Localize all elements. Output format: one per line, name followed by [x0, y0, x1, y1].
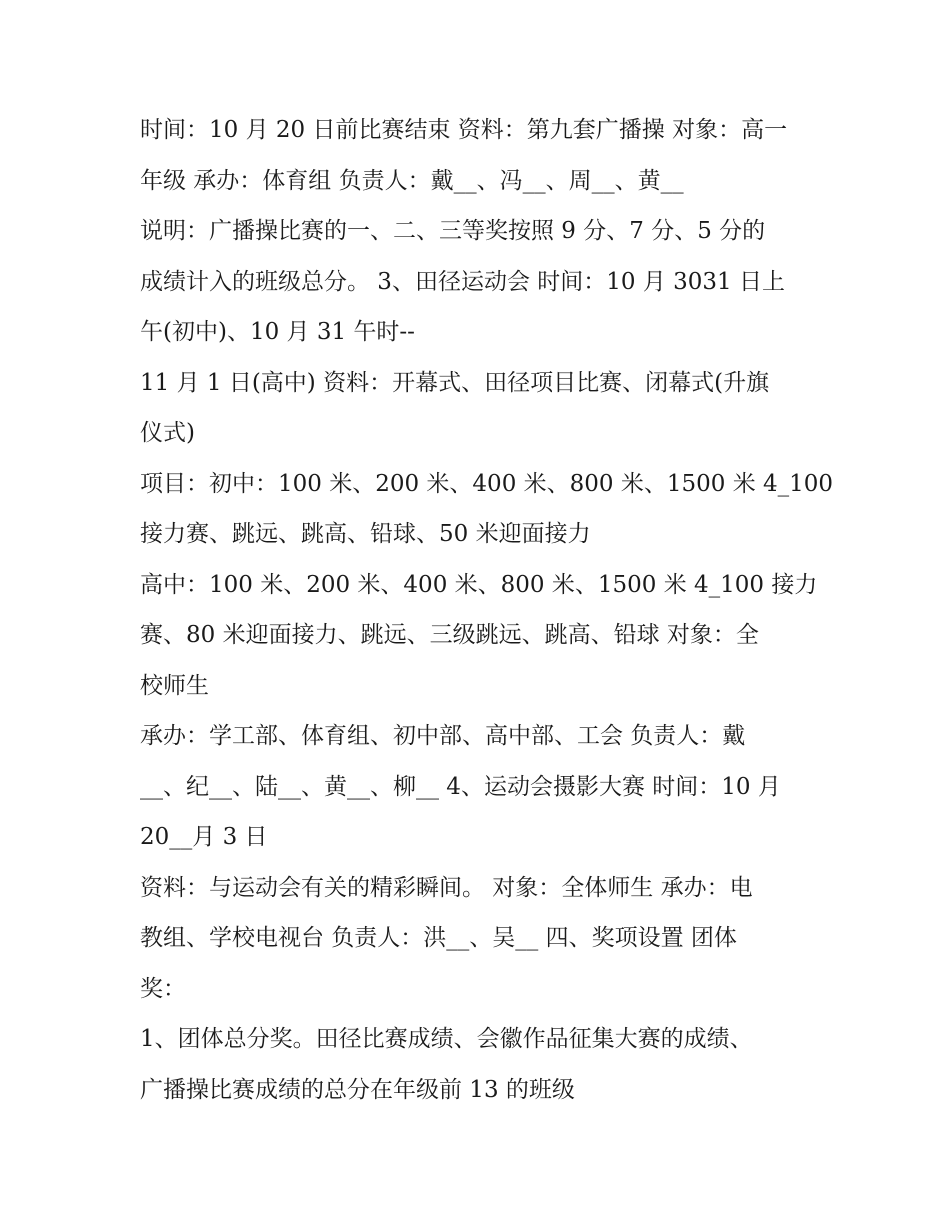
text-line: 校师生: [140, 672, 209, 699]
text-line: 说明：广播操比赛的一、二、三等奖按照 9 分、7 分、5 分的: [140, 218, 766, 244]
text-line: __、纪__、陆__、黄__、柳__ 4、运动会摄影大赛 时间：10 月: [140, 773, 781, 800]
text-line: 项目：初中：100 米、200 米、400 米、800 米、1500 米 4_100: [140, 470, 834, 497]
text-line: 年级 承办：体育组 负责人：戴__、冯__、周__、黄__: [140, 167, 684, 194]
text-line: 资料：与运动会有关的精彩瞬间。 对象：全体师生 承办：电: [140, 874, 753, 901]
text-line: 接力赛、跳远、跳高、铅球、50 米迎面接力: [140, 521, 591, 547]
text-line: 午(初中)、10 月 31 午时--: [140, 319, 415, 345]
text-line: 仪式): [140, 420, 195, 446]
text-line: 赛、80 米迎面接力、跳远、三级跳远、跳高、铅球 对象：全: [140, 622, 759, 648]
text-line: 承办：学工部、体育组、初中部、高中部、工会 负责人：戴: [140, 723, 746, 749]
text-line: 20__月 3 日: [140, 824, 268, 850]
text-line: 奖：: [140, 975, 186, 1002]
text-line: 教组、学校电视台 负责人：洪__、吴__ 四、奖项设置 团体: [140, 925, 737, 951]
text-line: 1、团体总分奖。田径比赛成绩、会徽作品征集大赛的成绩、: [140, 1026, 753, 1052]
text-line: 成绩计入的班级总分。 3、田径运动会 时间：10 月 3031 日上: [140, 268, 785, 295]
text-line: 广播操比赛成绩的总分在年级前 13 的班级: [140, 1076, 575, 1103]
text-line: 时间：10 月 20 日前比赛结束 资料：第九套广播操 对象：高一: [140, 117, 788, 143]
text-line: 11 月 1 日(高中) 资料：开幕式、田径项目比赛、闭幕式(升旗: [140, 369, 770, 396]
document-body: [140, 105, 834, 1115]
text-line: 高中：100 米、200 米、400 米、800 米、1500 米 4_100 接力: [140, 571, 818, 598]
